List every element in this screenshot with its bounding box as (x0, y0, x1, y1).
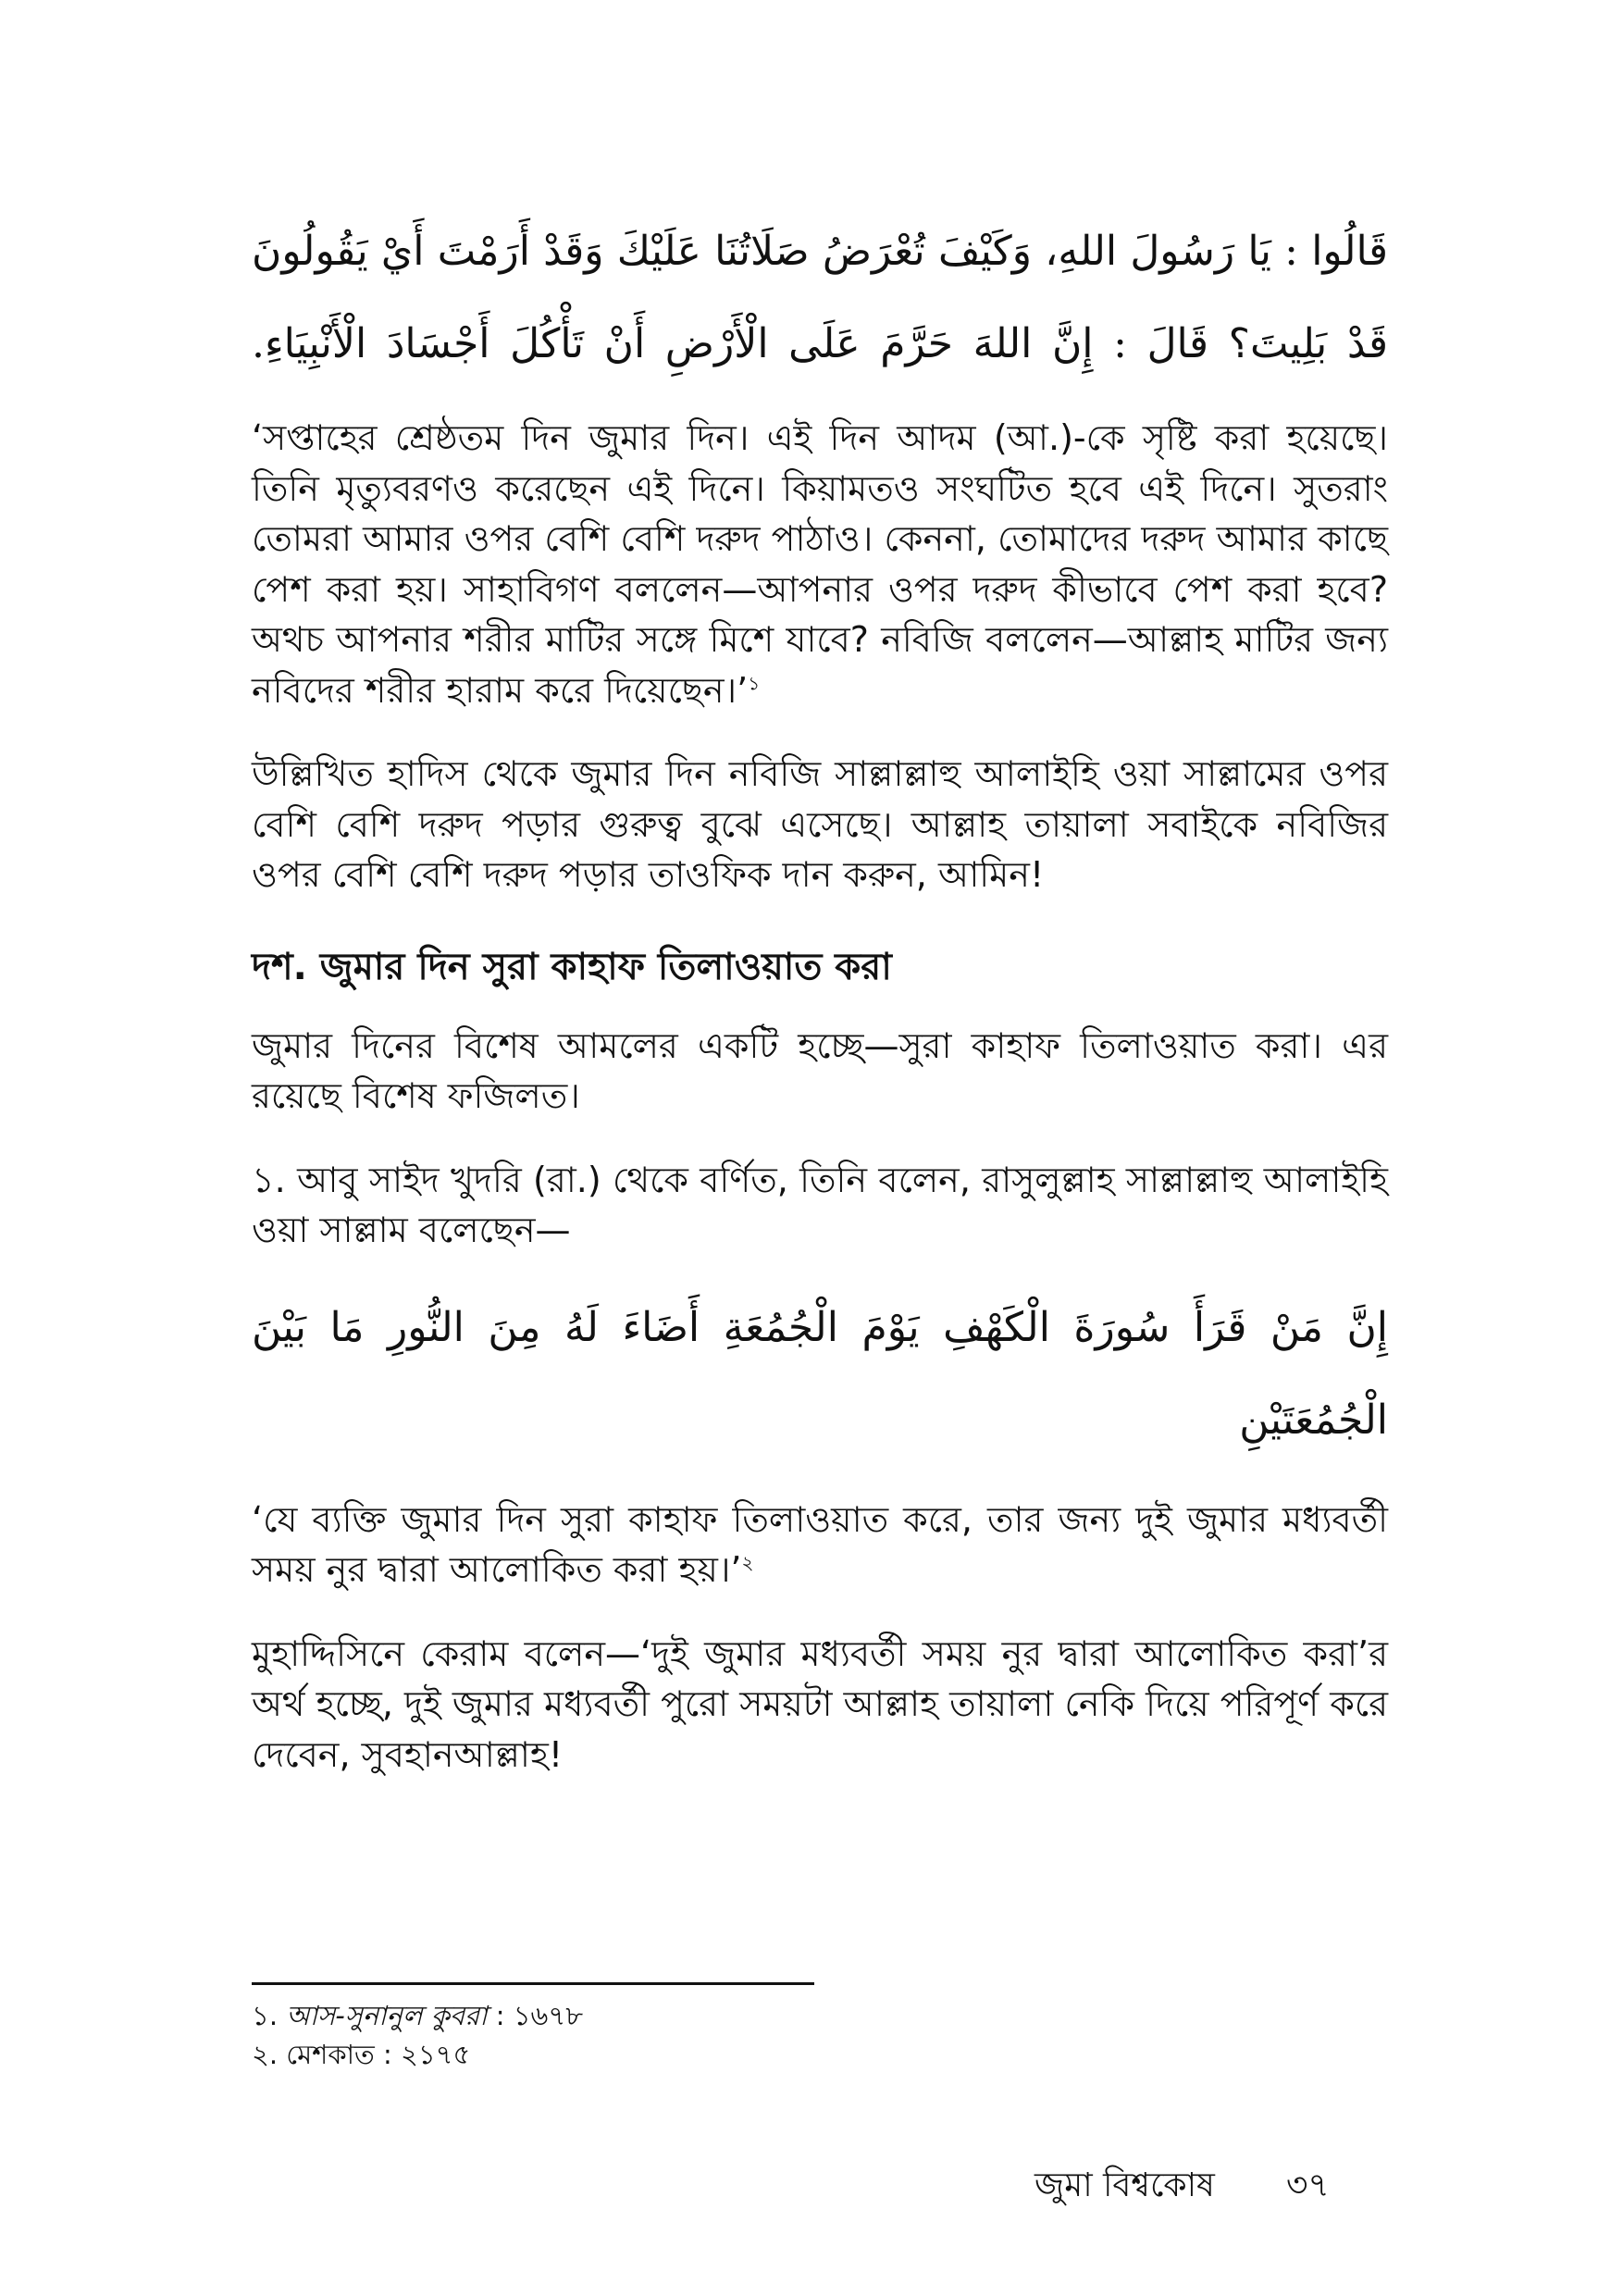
explanation-paragraph: মুহাদ্দিসিনে কেরাম বলেন—‘দুই জুমার মধ্যবর্তী সময় নুর দ্বারা আলোকিত করা’র অর্থ হচ্ছে, দুই জুমার মধ্যবর্তী পুরো সময়টা আল্লাহ তায়ালা নেকি দিয়ে পরিপূর্ণ করে দেবেন, সুবহানআল্লাহ! (252, 1632, 1388, 1775)
footnote-ref-2: ২ (741, 1551, 754, 1574)
footnote-ref-1: ১ (748, 671, 761, 694)
paragraph-text: ‘সপ্তাহের শ্রেষ্ঠতম দিন জুমার দিন। এই দিন আদম (আ.)-কে সৃষ্টি করা হয়েছে। তিনি মৃত্যুবরণও করেছেন এই দিনে। কিয়ামতও সংঘটিত হবে এই দিনে। সুতরাং তোমরা আমার ওপর বেশি বেশি দরুদ পাঠাও। কেননা, তোমাদের দরুদ আমার কাছে পেশ করা হয়। সাহাবিগণ বললেন—আপনার ওপর দরুদ কীভাবে পেশ করা হবে? অথচ আপনার শরীর মাটির সঙ্গে মিশে যাবে? নবিজি বললেন—আল্লাহ মাটির জন্য নবিদের শরীর হারাম করে দিয়েছেন।’ (252, 417, 1388, 711)
footnote-source: আস-সুনানুল কুবরা (286, 2000, 488, 2031)
footnote-source: মেশকাত (286, 2039, 375, 2070)
footnote-divider (252, 1982, 814, 1985)
footnote-1 (252, 1997, 583, 2034)
footnote-reference: : ২১৭৫ (383, 2039, 471, 2070)
footnote-number: ১. (252, 2000, 279, 2031)
section-heading: দশ. জুমার দিন সুরা কাহাফ তিলাওয়াত করা (252, 945, 892, 988)
narration-paragraph: ১. আবু সাইদ খুদরি (রা.) থেকে বর্ণিত, তিনি বলেন, রাসুলুল্লাহ সাল্লাল্লাহু আলাইহি ওয়া সাল্লাম বলেছেন— (252, 1159, 1388, 1250)
page-number: ৩৭ (1286, 2166, 1330, 2204)
commentary-paragraph: উল্লিখিত হাদিস থেকে জুমার দিন নবিজি সাল্লাল্লাহু আলাইহি ওয়া সাল্লামের ওপর বেশি বেশি দরুদ পড়ার গুরুত্ব বুঝে এসেছে। আল্লাহ তায়ালা সবাইকে নবিজির ওপর বেশি বেশি দরুদ পড়ার তাওফিক দান করুন, আমিন! (252, 753, 1388, 895)
footnote-number: ২. (252, 2039, 279, 2070)
arabic-line-2: قَدْ بَلِيتَ؟ قَالَ : إِنَّ اللهَ حَرَّمَ عَلَى الْأَرْضِ أَنْ تَأْكُلَ أَجْسَادَ الْأَنْبِيَاءِ. (252, 320, 1388, 367)
paragraph-text: ‘যে ব্যক্তি জুমার দিন সুরা কাহাফ তিলাওয়াত করে, তার জন্য দুই জুমার মধ্যবর্তী সময় নুর দ্বারা আলোকিত করা হয়।’ (252, 1498, 1388, 1590)
running-footer-title: জুমা বিশ্বকোষ (1035, 2166, 1215, 2204)
hadith-translation-paragraph-2 (252, 1495, 1388, 1595)
footnote-reference: : ১৬৭৮ (495, 2000, 584, 2031)
footnote-2 (252, 2036, 470, 2073)
body-text (252, 413, 1388, 1780)
arabic-line-1: قَالُوا : يَا رَسُولَ اللهِ، وَكَيْفَ تُعْرَضُ صَلَاتُنَا عَلَيْكَ وَقَدْ أَرَمْتَ أَيْ يَقُولُونَ (252, 228, 1388, 275)
hadith-translation-paragraph (252, 413, 1388, 715)
intro-paragraph: জুমার দিনের বিশেষ আমলের একটি হচ্ছে—সুরা কাহাফ তিলাওয়াত করা। এর রয়েছে বিশেষ ফজিলত। (252, 1024, 1388, 1116)
arabic-hadith-line: إِنَّ مَنْ قَرَأَ سُورَةَ الْكَهْفِ يَوْمَ الْجُمُعَةِ أَضَاءَ لَهُ مِنَ النُّورِ مَا بَيْنَ الْجُمُعَتَيْنِ (252, 1303, 1388, 1444)
arabic-hadith-block (252, 205, 1388, 391)
